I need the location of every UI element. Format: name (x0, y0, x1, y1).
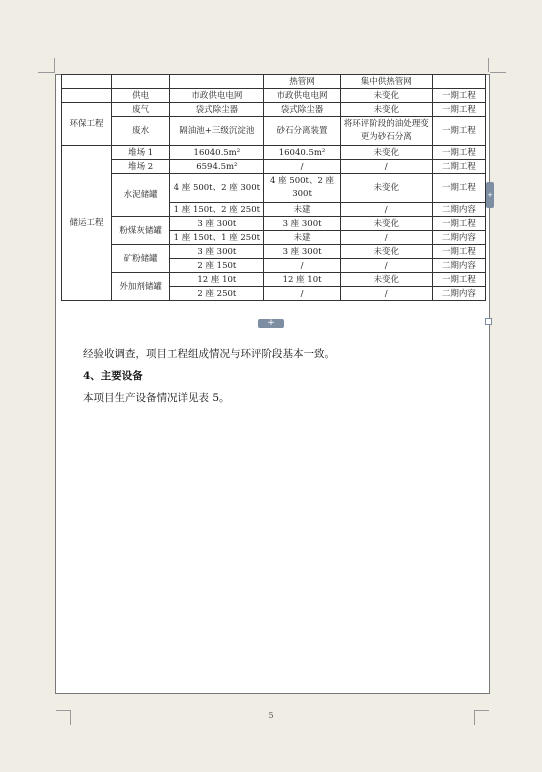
table-cell[interactable] (112, 75, 170, 89)
table-cell[interactable]: 4 座 500t、2 座 300t (170, 174, 264, 203)
table-cell[interactable]: 一期工程 (432, 245, 485, 259)
table-cell[interactable]: 供电 (112, 89, 170, 103)
table-cell[interactable]: 二期内容 (432, 259, 485, 273)
table-cell[interactable]: 市政供电电网 (170, 89, 264, 103)
table-cell[interactable]: 未变化 (340, 89, 432, 103)
table-row (62, 89, 486, 103)
table-cell[interactable]: 12 座 10t (264, 273, 340, 287)
table-cell[interactable]: / (340, 287, 432, 301)
table-cell[interactable]: / (340, 160, 432, 174)
table-row (62, 245, 486, 259)
table-cell[interactable]: 一期工程 (432, 117, 485, 146)
add-column-handle[interactable]: + (486, 182, 494, 208)
table-cell[interactable]: 袋式除尘器 (170, 103, 264, 117)
table-cell[interactable]: 未变化 (340, 174, 432, 203)
table-cell[interactable]: 16040.5m² (170, 146, 264, 160)
table-cell[interactable]: 未变化 (340, 273, 432, 287)
crop-mark-bottom-left (56, 710, 71, 725)
table-row (62, 160, 486, 174)
table-cell[interactable]: / (340, 259, 432, 273)
table-cell[interactable] (170, 75, 264, 89)
paragraph-summary: 经验收调查，项目工程组成情况与环评阶段基本一致。 (83, 348, 335, 360)
paragraph-equipment: 本项目生产设备情况详见表 5。 (83, 392, 230, 404)
table-row (62, 174, 486, 203)
table-cell[interactable]: 未变化 (340, 103, 432, 117)
table-cell[interactable]: 2 座 150t (170, 259, 264, 273)
table-row (62, 117, 486, 146)
table-cell[interactable]: 3 座 300t (170, 217, 264, 231)
table-row (62, 146, 486, 160)
table-cell[interactable]: 二期内容 (432, 231, 485, 245)
table-cell[interactable] (62, 75, 112, 89)
project-composition-table[interactable] (61, 74, 486, 301)
table-cell[interactable]: / (340, 231, 432, 245)
table-cell[interactable]: 热管网 (264, 75, 340, 89)
table-cell[interactable]: 未变化 (340, 217, 432, 231)
table-cell[interactable]: 储运工程 (62, 146, 112, 301)
table-cell[interactable]: 12 座 10t (170, 273, 264, 287)
table-resize-handle[interactable] (485, 318, 492, 325)
table-cell[interactable]: 二期内容 (432, 287, 485, 301)
table-cell[interactable]: 3 座 300t (264, 245, 340, 259)
table-cell[interactable]: 市政供电电网 (264, 89, 340, 103)
table-cell[interactable]: 一期工程 (432, 89, 485, 103)
table-cell[interactable]: 水泥储罐 (112, 174, 170, 217)
table-cell[interactable]: 1 座 150t、1 座 250t (170, 231, 264, 245)
table-row (62, 217, 486, 231)
add-row-handle[interactable]: + (258, 319, 284, 328)
table-cell[interactable] (62, 89, 112, 103)
crop-mark-top-right (488, 58, 489, 72)
table-cell[interactable]: 废气 (112, 103, 170, 117)
table-cell[interactable]: 堆场 1 (112, 146, 170, 160)
table-row (62, 273, 486, 287)
crop-mark-top-left (54, 58, 55, 73)
table-cell[interactable]: 3 座 300t (170, 245, 264, 259)
table-cell[interactable]: / (264, 160, 340, 174)
crop-mark-top-left-h (38, 72, 54, 73)
table-cell[interactable]: 二期内容 (432, 203, 485, 217)
table-cell[interactable]: 未变化 (340, 146, 432, 160)
table-cell[interactable]: 一期工程 (432, 174, 485, 203)
section-heading: 4、主要设备 (83, 370, 143, 382)
table-cell[interactable]: 砂石分离装置 (264, 117, 340, 146)
table-row (62, 75, 486, 89)
table-cell[interactable]: 一期工程 (432, 217, 485, 231)
crop-mark-bottom-right (474, 710, 489, 725)
table-cell[interactable]: / (340, 203, 432, 217)
table-cell[interactable]: 未建 (264, 203, 340, 217)
table-cell[interactable]: 未变化 (340, 245, 432, 259)
table-cell[interactable]: 粉煤灰储罐 (112, 217, 170, 245)
table-cell[interactable]: 二期工程 (432, 160, 485, 174)
table-cell[interactable]: 6594.5m² (170, 160, 264, 174)
table-cell[interactable]: 废水 (112, 117, 170, 146)
table-cell[interactable] (432, 75, 485, 89)
crop-mark-top-right-h (490, 72, 506, 73)
table-cell[interactable]: 隔油池+三级沉淀池 (170, 117, 264, 146)
table-cell[interactable]: 矿粉储罐 (112, 245, 170, 273)
table-cell[interactable]: 2 座 250t (170, 287, 264, 301)
table-cell[interactable]: 将环评阶段的油处理变更为砂石分离 (340, 117, 432, 146)
table-cell[interactable]: 3 座 300t (264, 217, 340, 231)
table-cell[interactable]: 1 座 150t、2 座 250t (170, 203, 264, 217)
table-cell[interactable]: 环保工程 (62, 103, 112, 146)
table-cell[interactable]: 未建 (264, 231, 340, 245)
table-cell[interactable]: 16040.5m² (264, 146, 340, 160)
table-cell[interactable]: 4 座 500t、2 座 300t (264, 174, 340, 203)
table-cell[interactable]: 一期工程 (432, 273, 485, 287)
table-cell[interactable]: 袋式除尘器 (264, 103, 340, 117)
table-cell[interactable]: 一期工程 (432, 146, 485, 160)
page-number: 5 (268, 711, 274, 720)
table-cell[interactable]: 集中供热管网 (340, 75, 432, 89)
table-cell[interactable]: 一期工程 (432, 103, 485, 117)
table-cell[interactable]: / (264, 287, 340, 301)
table-cell[interactable]: / (264, 259, 340, 273)
table-row (62, 103, 486, 117)
table-cell[interactable]: 堆场 2 (112, 160, 170, 174)
table-cell[interactable]: 外加剂储罐 (112, 273, 170, 301)
